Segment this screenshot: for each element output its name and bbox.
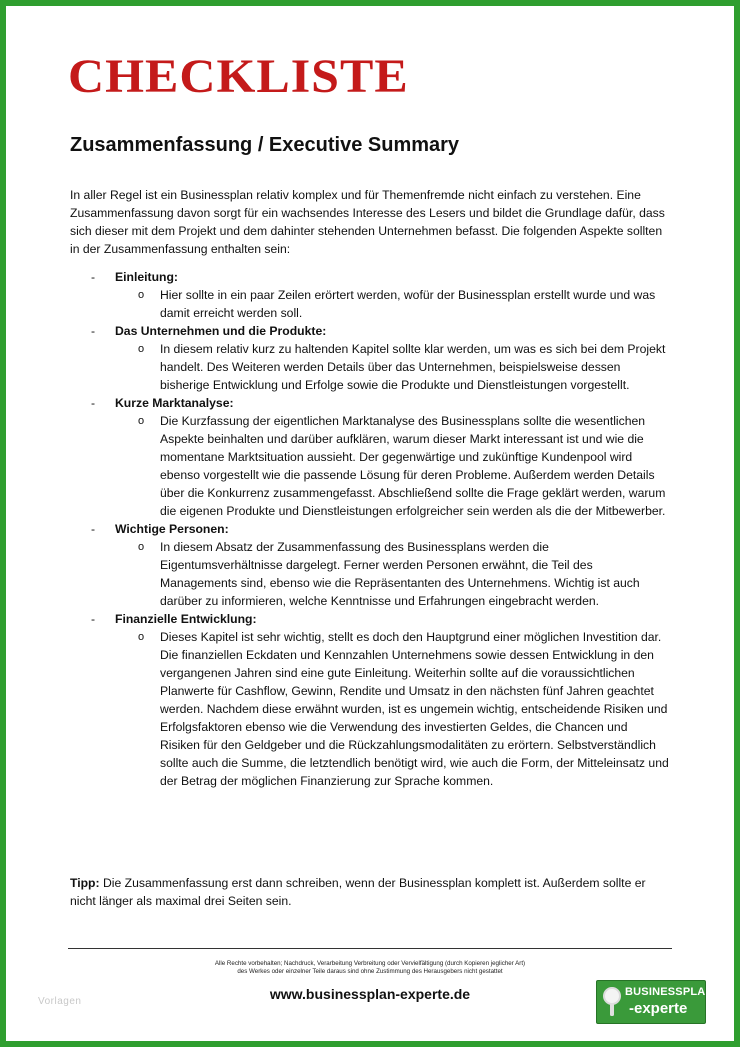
dash-marker: - (91, 270, 96, 284)
section-title: Kurze Marktanalyse: (115, 396, 234, 410)
section-text: In diesem Absatz der Zusammenfassung des Businessplans werden die Eigentumsverhältnisse dargelegt. Ferner werden Personen erwähnt, die Teil des Managements sind, ebenso wie die Repräsentanten des Unternehmens. Wichtig ist auch darüber zu informieren, welche Kenntnisse und Erfahrungen eingebracht werden. (160, 540, 640, 608)
section-title: Einleitung: (115, 270, 178, 284)
checklist-sections (70, 268, 670, 790)
circle-bullet-icon: o (138, 343, 145, 355)
section-unternehmen (70, 322, 670, 394)
tip-text: Die Zusammenfassung erst dann schreiben, wenn der Businessplan komplett ist. Außerdem sollte er nicht länger als maximal drei Seiten sein. (70, 876, 646, 908)
copyright-notice (68, 960, 672, 976)
checkliste-title: CHECKLISTE (68, 49, 409, 103)
page-heading: Zusammenfassung / Executive Summary (70, 134, 460, 156)
section-title: Finanzielle Entwicklung: (115, 612, 257, 626)
intro-paragraph: In aller Regel ist ein Businessplan relativ komplex und für Themenfremde nicht einfach zu verstehen. Eine Zusammenfassung davon sorgt für ein wachsendes Interesse des Lesers und bildet die Grundlage dafür, dass sich dieser mit dem Projekt und dem dahinter stehenden Unternehmen befasst. Die folgenden Aspekte sollten in der Zusammenfassung enthalten sein: (70, 188, 665, 256)
website-link[interactable]: www.businessplan-experte.de (269, 986, 471, 1002)
magnifier-icon (600, 985, 624, 1019)
copyright-line-2: des Werkes oder einzelner Teile daraus sind ohne Zustimmung des Herausgebers nicht gestattet (237, 968, 503, 975)
section-marktanalyse (70, 394, 670, 520)
dash-marker: - (91, 324, 96, 338)
logo-bottom-text: -experte (629, 1000, 688, 1017)
section-finanzen (70, 610, 670, 790)
dash-marker: - (91, 612, 96, 626)
section-text: In diesem relativ kurz zu haltenden Kapitel sollte klar werden, um was es sich bei dem Projekt handelt. Des Weiteren werden Details über das Unternehmen, beispielsweise dessen bisherige Entwicklung und Erfolge sowie die Produkte und Dienstleistungen vorgestellt. (160, 342, 666, 392)
footer-divider (68, 948, 672, 949)
section-title: Wichtige Personen: (115, 522, 229, 536)
copyright-line-1: Alle Rechte vorbehalten; Nachdruck, Verarbeitung Verbreitung oder Vervielfältigung (durch Kopieren jeglicher Art) (214, 960, 526, 967)
section-einleitung (70, 268, 670, 322)
circle-bullet-icon: o (138, 631, 145, 643)
tip-label: Tipp: (70, 876, 100, 890)
section-text: Hier sollte in ein paar Zeilen erörtert werden, wofür der Businessplan erstellt wurde und was damit erreicht werden soll. (160, 288, 656, 320)
tip-paragraph (70, 874, 670, 910)
section-text: Die Kurzfassung der eigentlichen Marktanalyse des Businessplans sollte die wesentlichen Aspekte beinhalten und darüber aufklären, warum dieser Markt interessant ist und wie die momentane Marktsituation aussieht. Der gegenwärtige und zukünftige Kundenpool wird ebenso vorgestellt wie die passende Lösung für deren Probleme. Außerdem werden Details über die Konkurrenz zusammengefasst. Abschließend sollte die Frage geklärt werden, warum die eigenen Produkte und Dienstleistungen erfolgreicher sein werden als die der Mitbewerber. (160, 414, 666, 518)
watermark-text: Vorlagen (38, 996, 82, 1007)
circle-bullet-icon: o (138, 415, 145, 427)
section-text: Dieses Kapitel ist sehr wichtig, stellt es doch den Hauptgrund einer möglichen Investition dar. Die finanziellen Eckdaten und Kennzahlen Unternehmens sowie dessen Entwicklung in den vergangenen Jahren sind eine gute Einleitung. Weiterhin sollte auf die voraussichtlichen Planwerte für Cashflow, Gewinn, Rendite und Umsatz in den nächsten fünf Jahren geachtet werden. Nachdem diese erwähnt wurden, ist es ungemein wichtig, entscheidende Risiken und Erfolgsfaktoren ebenso wie die Verwendung des investierten Geldes, die Chancen und Risiken für den Geldgeber und die Rückzahlungsmodalitäten zu erörtern. Selbstverständlich sollte auch die Summe, die letztendlich benötigt wird, wie auch die Form, der Mitteleinsatz und der Betrag der möglichen Finanzierung zur Sprache kommen. (160, 630, 669, 788)
dash-marker: - (91, 396, 96, 410)
section-personen (70, 520, 670, 610)
circle-bullet-icon: o (138, 289, 145, 301)
section-title: Das Unternehmen und die Produkte: (115, 324, 327, 338)
logo-top-text: BUSINESSPLAN (625, 986, 714, 998)
businessplan-experte-logo (596, 980, 714, 1024)
dash-marker: - (91, 522, 96, 536)
circle-bullet-icon: o (138, 541, 145, 553)
